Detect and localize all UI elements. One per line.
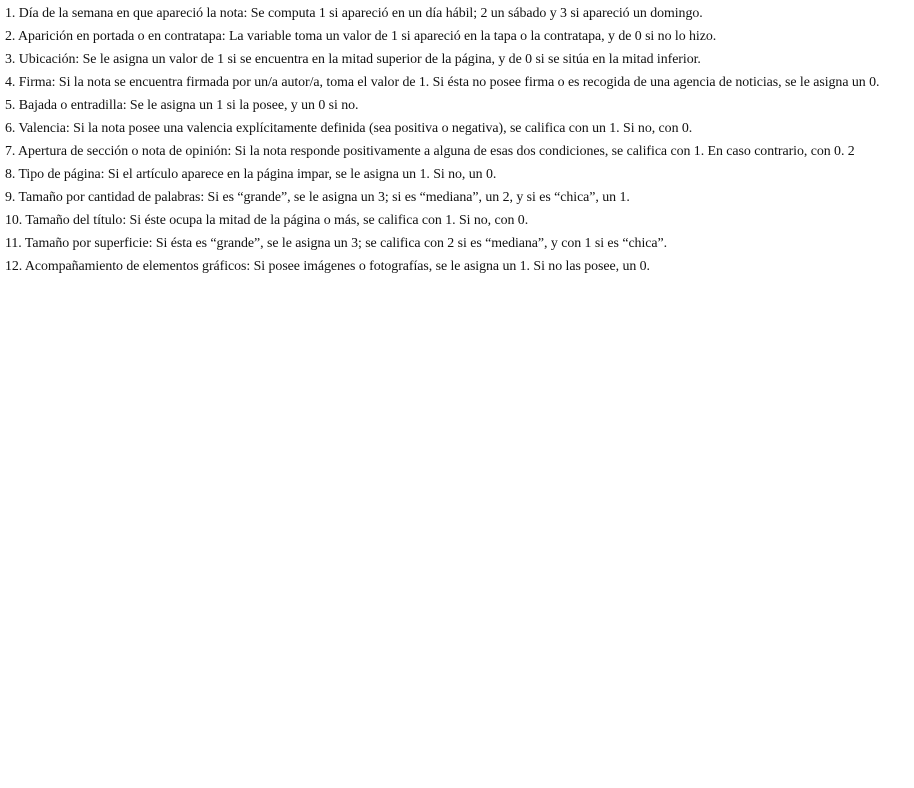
criterion-10-title-size: 10. Tamaño del título: Si éste ocupa la mitad de la página o más, se califica con 1. Si no, con 0.: [5, 213, 529, 228]
criterion-7-section-opening: 7. Apertura de sección o nota de opinión: Si la nota responde positivamente a alguna de esas dos condiciones, se califica con 1. En caso contrario, con 0. 2: [5, 144, 855, 159]
criterion-6-valence: 6. Valencia: Si la nota posee una valencia explícitamente definida (sea positiva o negativa), se califica con un 1. Si no, con 0.: [5, 121, 693, 136]
criterion-12-graphic-elements: 12. Acompañamiento de elementos gráficos: Si posee imágenes o fotografías, se le asigna un 1. Si no las posee, un 0.: [5, 259, 650, 274]
criterion-1-day-of-week: 1. Día de la semana en que apareció la nota: Se computa 1 si apareció en un día hábil; 2 un sábado y 3 si apareció un domingo.: [5, 6, 703, 21]
criterion-8-page-type: 8. Tipo de página: Si el artículo aparece en la página impar, se le asigna un 1. Si no, un 0.: [5, 167, 497, 182]
criterion-4-signature: 4. Firma: Si la nota se encuentra firmada por un/a autor/a, toma el valor de 1. Si ésta no posee firma o es recogida de una agencia de noticias, se le asigna un 0.: [5, 75, 880, 90]
criterion-2-cover-appearance: 2. Aparición en portada o en contratapa: La variable toma un valor de 1 si apareció en la tapa o la contratapa, y de 0 si no lo hizo.: [5, 29, 717, 44]
criterion-11-surface-size: 11. Tamaño por superficie: Si ésta es “grande”, se le asigna un 3; se califica con 2 si es “mediana”, y con 1 si es “chica”.: [5, 236, 668, 251]
criterion-9-word-count-size: 9. Tamaño por cantidad de palabras: Si es “grande”, se le asigna un 3; si es “mediana”, un 2, y si es “chica”, un 1.: [5, 190, 630, 205]
criteria-list: [5, 2, 911, 278]
criterion-3-location: 3. Ubicación: Se le asigna un valor de 1 si se encuentra en la mitad superior de la página, y de 0 si se sitúa en la mitad inferior.: [5, 52, 701, 67]
criterion-5-lead: 5. Bajada o entradilla: Se le asigna un 1 si la posee, y un 0 si no.: [5, 98, 359, 113]
